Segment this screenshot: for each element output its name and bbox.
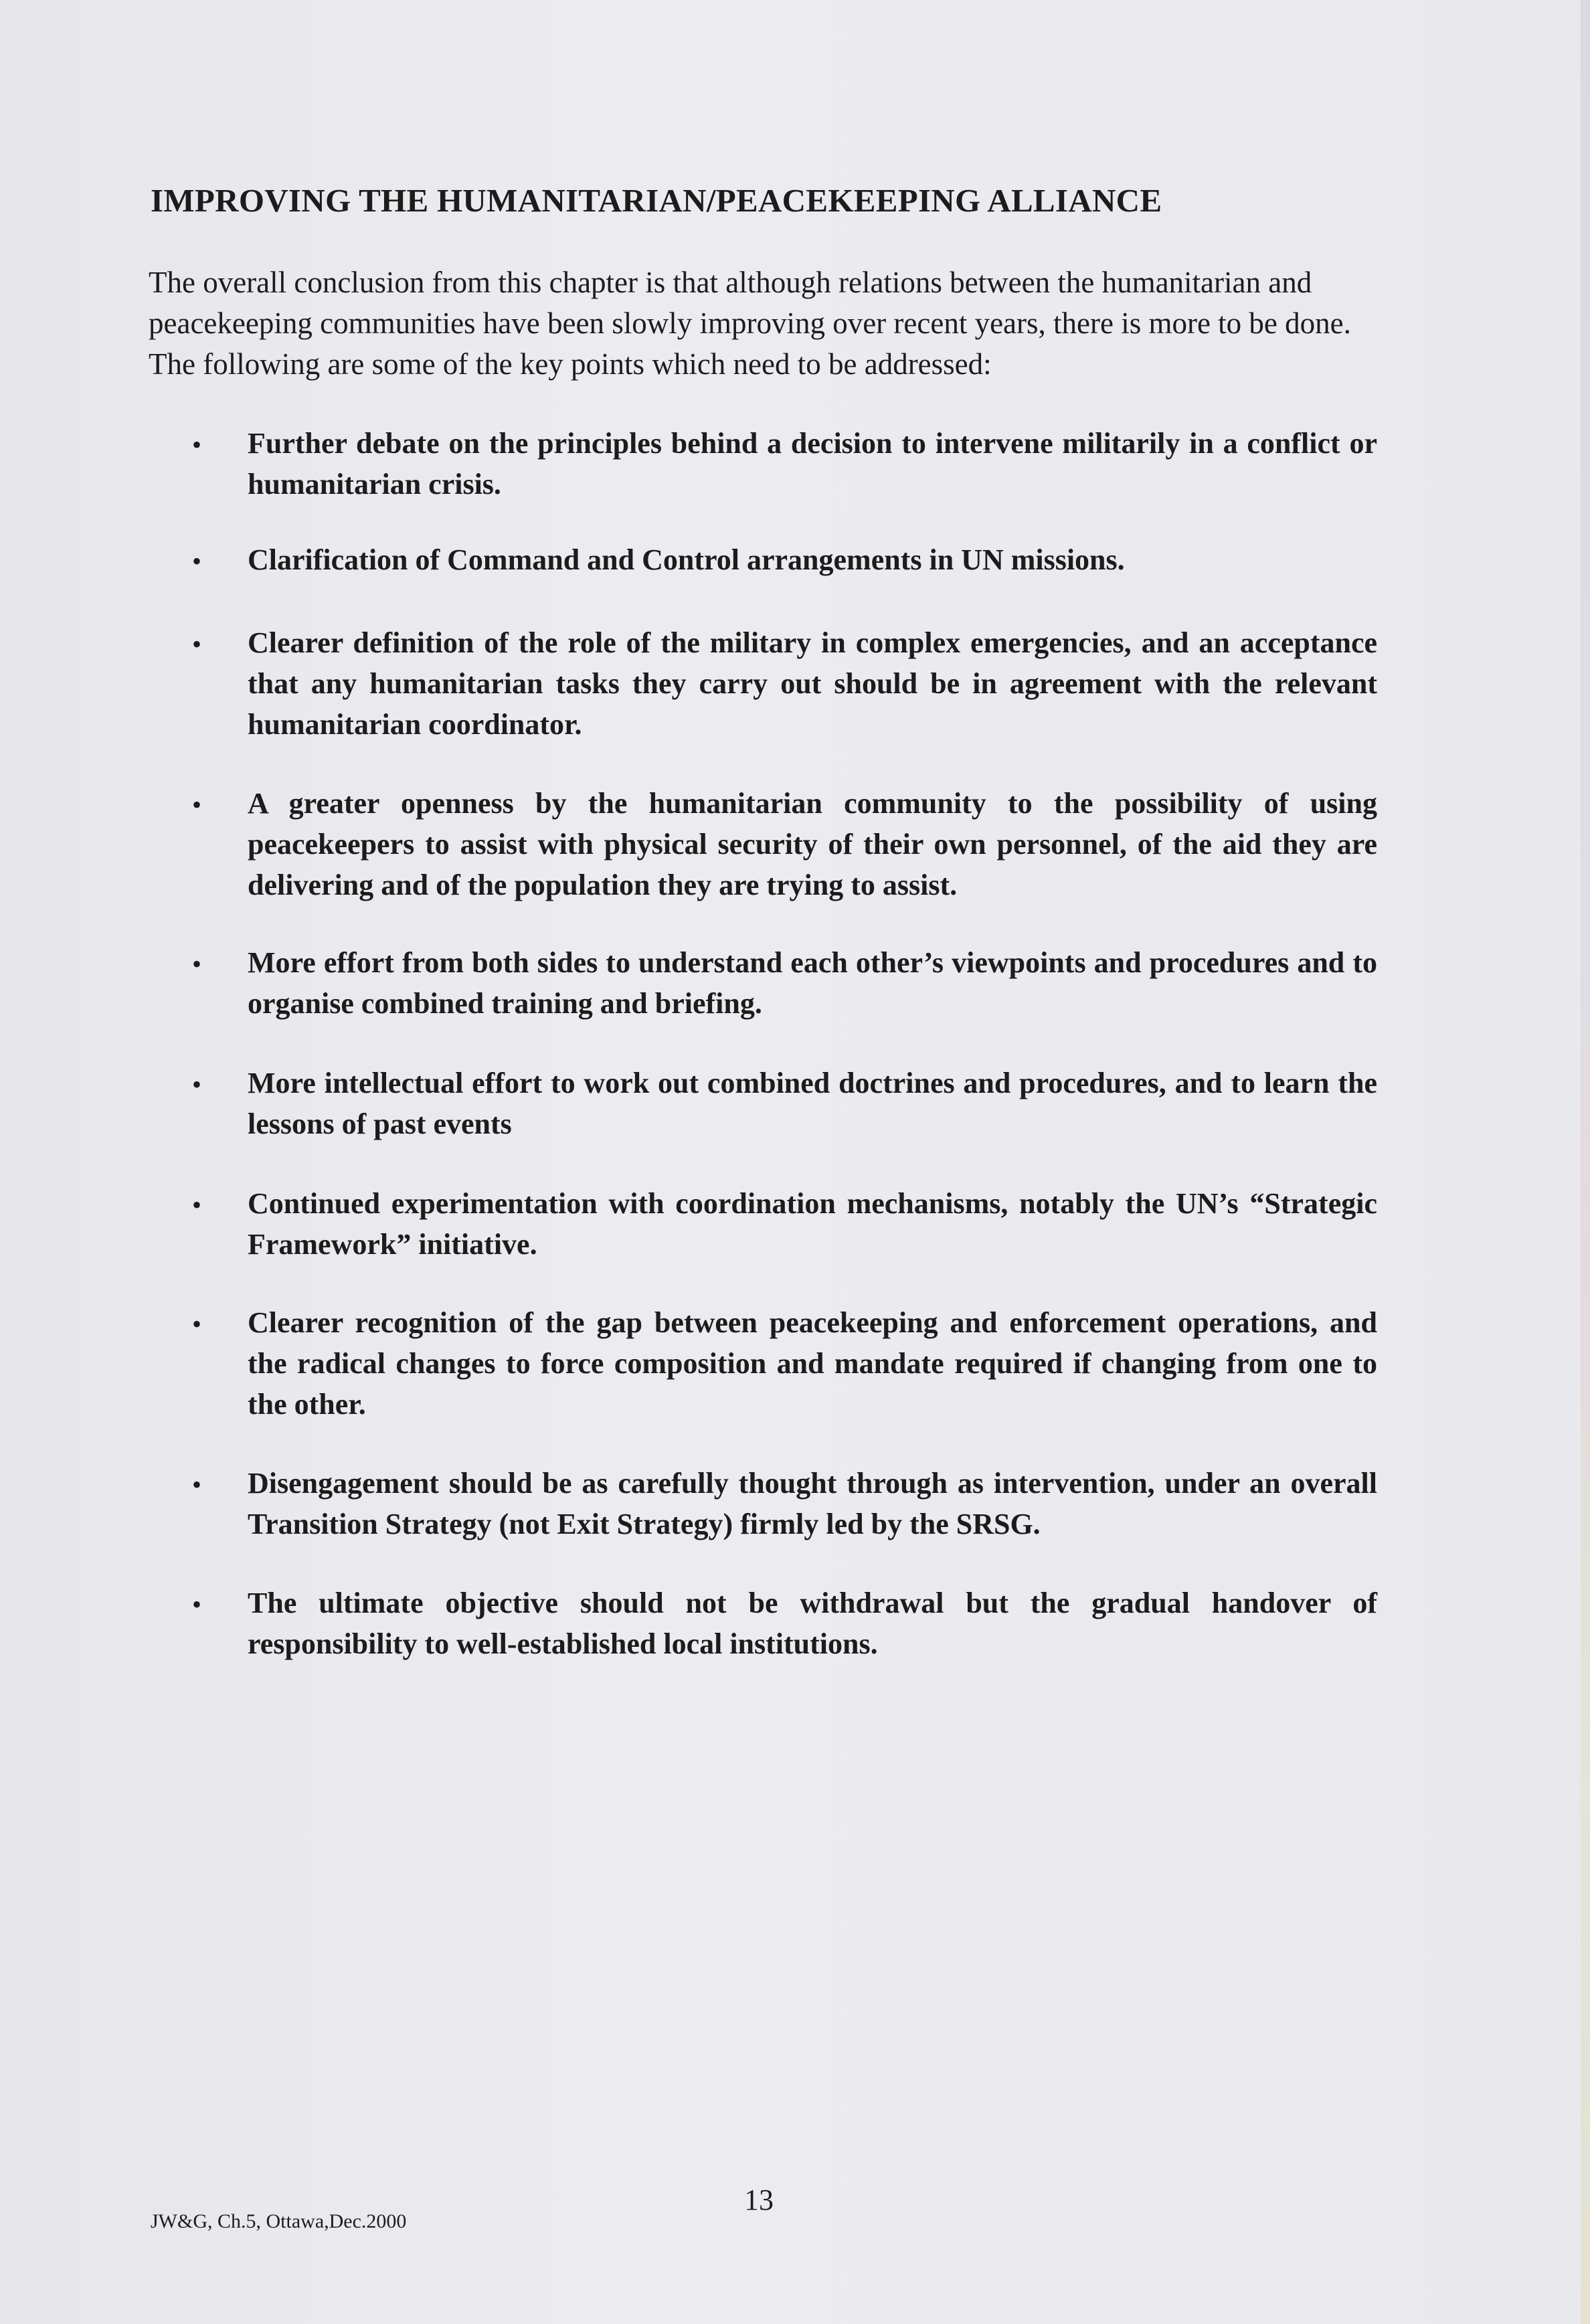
page-title: IMPROVING THE HUMANITARIAN/PEACEKEEPING ALLIANCE [151, 182, 1162, 219]
bullet-icon: • [192, 949, 202, 979]
bullet-icon: • [192, 546, 202, 576]
bullet-icon: • [192, 1589, 202, 1619]
list-item-text: More intellectual effort to work out combined doctrines and procedures, and to learn the lessons of past events [248, 1067, 1377, 1140]
bullet-icon: • [192, 1069, 202, 1099]
bullet-icon: • [192, 629, 202, 659]
bullet-icon: • [192, 790, 202, 820]
list-item-text: Clearer definition of the role of the military in complex emergencies, and an acceptance that any humanitarian tasks they carry out should be in agreement with the relevant humanitarian coordinator. [248, 626, 1377, 741]
list-item-text: The ultimate objective should not be withdrawal but the gradual handover of responsibility to well-established local institutions. [248, 1587, 1377, 1660]
page-number: 13 [744, 2183, 774, 2216]
list-item-text: A greater openness by the humanitarian community to the possibility of using peacekeepers to assist with physical security of their own personnel, of the aid they are delivering and of the population they are trying to assist. [248, 787, 1377, 901]
bullet-icon: • [192, 430, 202, 460]
list-item-text: Clearer recognition of the gap between peacekeeping and enforcement operations, and the radical changes to force composition and mandate required if changing from one to the other. [248, 1306, 1377, 1421]
list-item-text: More effort from both sides to understand each other’s viewpoints and procedures and to organise combined training and briefing. [248, 946, 1377, 1020]
list-item-text: Continued experimentation with coordination mechanisms, notably the UN’s “Strategic Framework” initiative. [248, 1187, 1377, 1261]
bullet-icon: • [192, 1190, 202, 1220]
intro-paragraph: The overall conclusion from this chapter is that although relations between the humanitarian and peacekeeping communities have been slowly improving over recent years, there is more to be done. The following are some of the key points which need to be addressed: [149, 266, 1351, 381]
footer-reference: JW&G, Ch.5, Ottawa,Dec.2000 [151, 2210, 407, 2232]
bullet-icon: • [192, 1309, 202, 1339]
list-item-text: Clarification of Command and Control arrangements in UN missions. [248, 543, 1125, 576]
bullet-icon: • [192, 1469, 202, 1500]
list-item-text: Further debate on the principles behind a decision to intervene militarily in a conflict or humanitarian crisis. [248, 427, 1377, 501]
list-item-text: Disengagement should be as carefully thought through as intervention, under an overall Transition Strategy (not Exit Strategy) firmly led by the SRSG. [248, 1467, 1377, 1540]
